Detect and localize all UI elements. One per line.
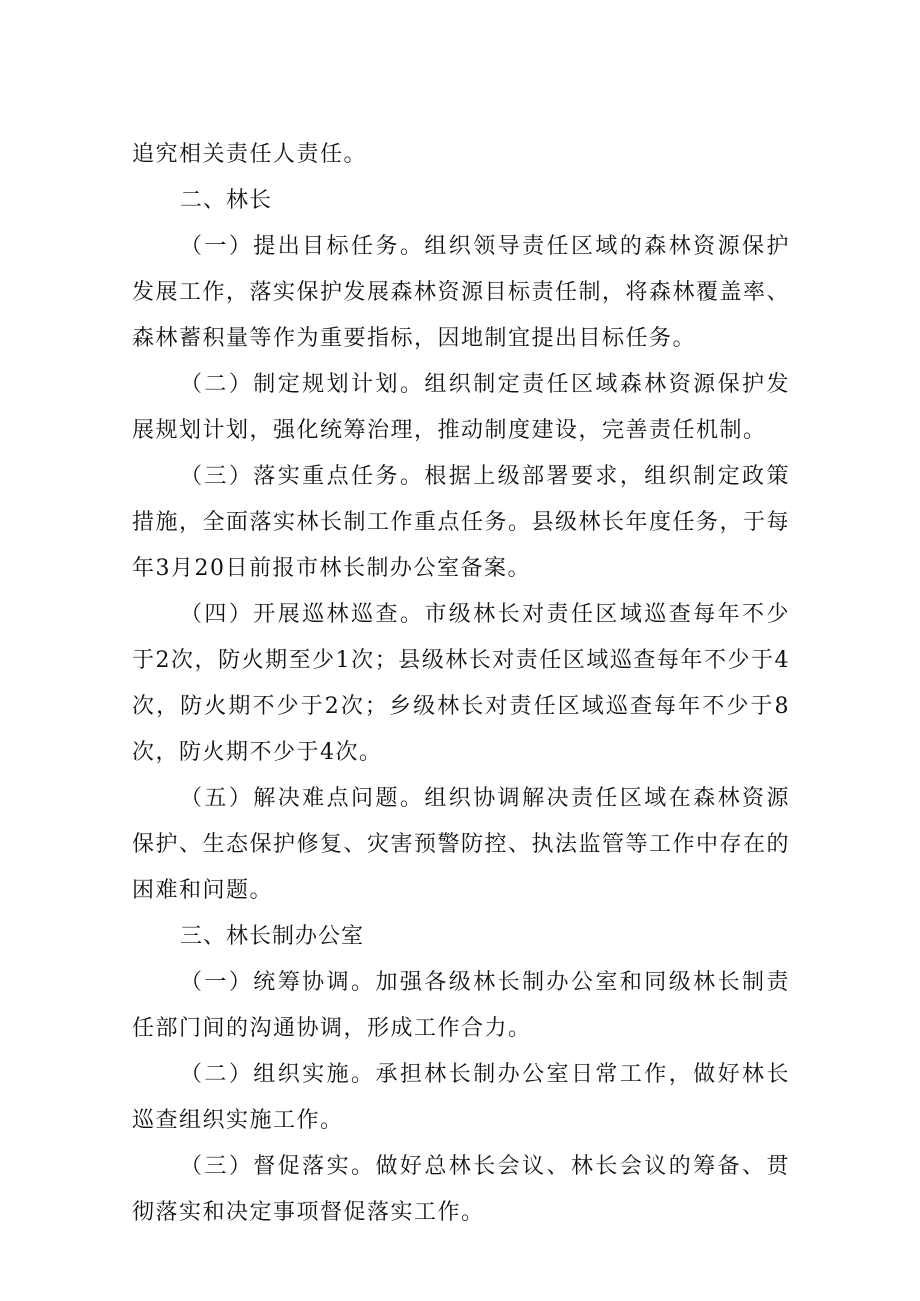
paragraph-coordination: （一）统筹协调。加强各级林长制办公室和同级林长制责任部门间的沟通协调，形成工作合力。 xyxy=(132,970,790,1041)
paragraph-solve-problems: （五）解决难点问题。组织协调解决责任区域在森林资源保护、生态保护修复、灾害预警防控、执法监管等工作中存在的困难和问题。 xyxy=(132,786,791,903)
paragraph-key-tasks: （三）落实重点任务。根据上级部署要求，组织制定政策措施，全面落实林长制工作重点任务。县级林长年度任务，于每年3月20日前报市林长制办公室备案。 xyxy=(132,464,791,581)
paragraph-patrol: （四）开展巡林巡查。市级林长对责任区域巡查每年不少于2次，防火期至少1次；县级林长对责任区域巡查每年不少于4次，防火期不少于2次；乡级林长对责任区域巡查每年不少于8次，防火期不少于4次。 xyxy=(132,602,790,765)
continuation-text: 追究相关责任人责任。 xyxy=(132,142,368,167)
section-heading-office: 三、林长制办公室 xyxy=(180,924,365,949)
paragraph-implementation: （二）组织实施。承担林长制办公室日常工作，做好林长巡查组织实施工作。 xyxy=(132,1062,790,1133)
section-heading-lin-zhang: 二、林长 xyxy=(180,188,273,213)
paragraph-make-plans: （二）制定规划计划。组织制定责任区域森林资源保护发展规划计划，强化统筹治理，推动制度建设，完善责任机制。 xyxy=(132,372,790,443)
paragraph-supervision: （三）督促落实。做好总林长会议、林长会议的筹备、贯彻落实和决定事项督促落实工作。 xyxy=(132,1154,790,1225)
paragraph-set-targets: （一）提出目标任务。组织领导责任区域的森林资源保护发展工作，落实保护发展森林资源目标责任制，将森林覆盖率、森林蓄积量等作为重要指标，因地制宜提出目标任务。 xyxy=(132,234,791,351)
